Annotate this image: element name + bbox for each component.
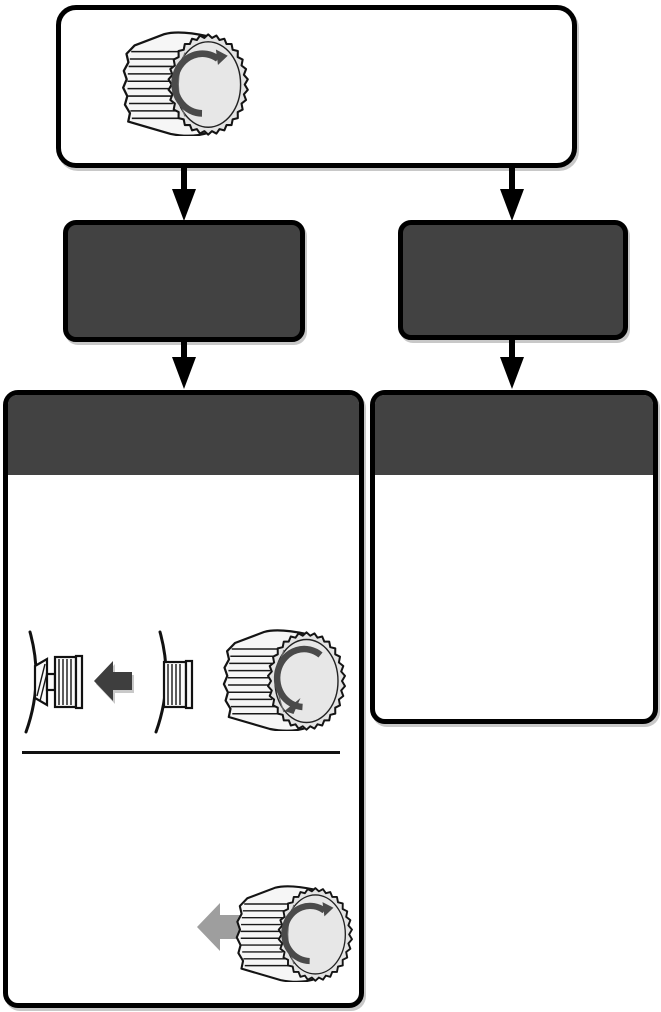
crown-cap: [76, 656, 82, 708]
node-branch-right: [398, 220, 628, 340]
arrow-head: [500, 189, 524, 221]
crown-unscrewed-popped-out-icon: [18, 628, 88, 736]
node-branch-left: [63, 220, 305, 342]
arrow-left-icon: [94, 661, 134, 706]
detail-left-header: [8, 395, 359, 475]
connector-arrow-down: [171, 166, 196, 221]
crown-turn-clockwise-icon: [119, 30, 249, 136]
node-detail-right: [370, 390, 658, 724]
arrow-stem: [509, 340, 515, 357]
crown-turn-clockwise-icon: [233, 884, 353, 982]
arrow-stem: [181, 166, 187, 189]
arrow-head: [172, 357, 196, 389]
arrow-stem: [509, 166, 515, 189]
arrow-head: [500, 357, 524, 389]
crown-knurled-head: [55, 657, 76, 707]
node-crown-overview: [56, 5, 577, 168]
node-detail-left: [3, 390, 364, 1008]
crown-cap: [186, 661, 192, 708]
crown-screwed-in-icon: [150, 628, 198, 736]
connector-arrow-down: [171, 342, 196, 389]
connector-arrow-down: [499, 166, 524, 221]
arrow-head: [172, 189, 196, 221]
arrow-stem: [181, 342, 187, 357]
crown-turn-counterclockwise-icon: [220, 628, 346, 731]
connector-arrow-down: [499, 340, 524, 389]
section-divider: [22, 751, 340, 754]
detail-right-header: [375, 395, 653, 475]
